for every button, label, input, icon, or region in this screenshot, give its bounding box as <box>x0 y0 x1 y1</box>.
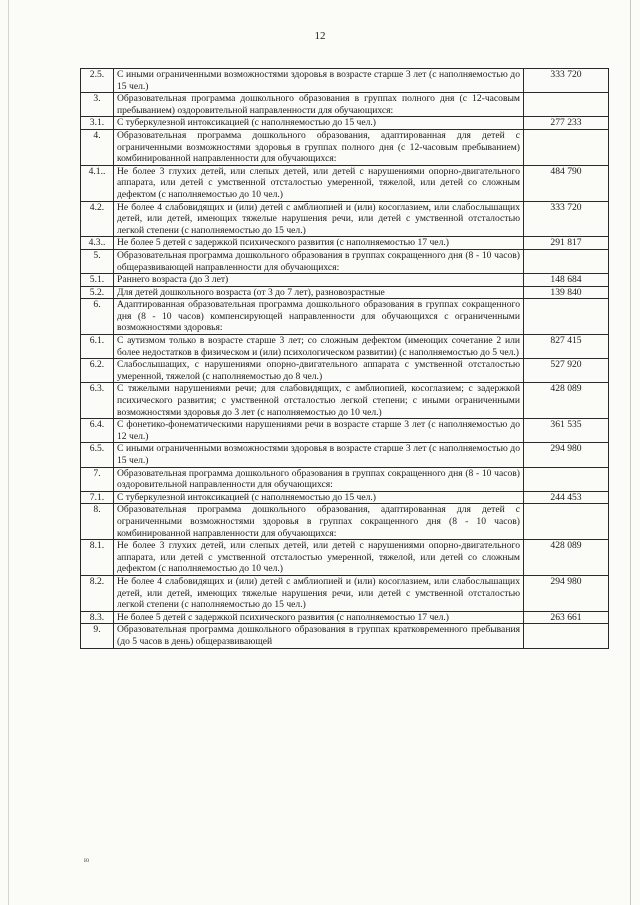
table-row <box>81 611 609 624</box>
row-amount: 244 453 <box>524 491 609 504</box>
table-row <box>81 249 609 273</box>
row-amount <box>524 504 609 540</box>
row-amount: 139 840 <box>524 286 609 299</box>
row-amount: 148 684 <box>524 274 609 287</box>
row-description: Образовательная программа дошкольного образования в группах сокращенного дня (8 - 10 часов) оздоровительной направленности для обучающихся: <box>114 467 524 491</box>
row-amount <box>524 624 609 648</box>
row-description: Образовательная программа дошкольного образования, адаптированная для детей с ограниченными возможностями здоровья в группах полного дня (с 12-часовым пребыванием) комбинированной направленности для обучающихся: <box>114 129 524 165</box>
row-number: 7.1. <box>81 491 114 504</box>
scan-edge <box>8 0 9 905</box>
row-amount: 294 980 <box>524 443 609 467</box>
row-description: Не более 5 детей с задержкой психического развития (с наполняемостью 17 чел.) <box>114 237 524 250</box>
row-amount: 333 720 <box>524 69 609 93</box>
row-number: 8.2. <box>81 575 114 611</box>
row-description: Слабослышащих, с нарушениями опорно-двигательного аппарата с умственной отсталостью умеренной, тяжелой (с наполняемостью до 8 чел.) <box>114 359 524 383</box>
row-number: 4.1.. <box>81 165 114 201</box>
row-description: Для детей дошкольного возраста (от 3 до 7 лет), разновозрастные <box>114 286 524 299</box>
row-number: 6.5. <box>81 443 114 467</box>
row-number: 6.1. <box>81 335 114 359</box>
row-number: 3. <box>81 93 114 117</box>
row-amount: 428 089 <box>524 383 609 419</box>
row-description: Раннего возраста (до 3 лет) <box>114 274 524 287</box>
row-description: С аутизмом только в возрасте старше 3 лет; со сложным дефектом (имеющих сочетание 2 или более недостатков в физическом и (или) психологическом развитии) (с наполняемостью до 5 чел.) <box>114 335 524 359</box>
row-number: 8. <box>81 504 114 540</box>
table-row <box>81 575 609 611</box>
table-row <box>81 491 609 504</box>
row-number: 9. <box>81 624 114 648</box>
row-number: 6.4. <box>81 419 114 443</box>
row-description: С туберкулезной интоксикацией (с наполняемостью до 15 чел.) <box>114 491 524 504</box>
table-row <box>81 383 609 419</box>
row-description: С иными ограниченными возможностями здоровья в возрасте старше 3 лет (с наполняемостью до 15 чел.) <box>114 443 524 467</box>
row-description: Не более 4 слабовидящих и (или) детей с амблиопией и (или) косоглазием, или слабослышащих детей, или детей, имеющих тяжелые нарушения речи, или детей с умственной отсталостью легкой степени (с наполняемостью до 15 чел.) <box>114 575 524 611</box>
row-amount: 333 720 <box>524 201 609 237</box>
row-amount: 294 980 <box>524 575 609 611</box>
row-number: 2.5. <box>81 69 114 93</box>
row-number: 8.3. <box>81 611 114 624</box>
table-row <box>81 93 609 117</box>
table-row <box>81 540 609 576</box>
table-row <box>81 286 609 299</box>
row-description: Образовательная программа дошкольного образования в группах сокращенного дня (8 - 10 часов) общеразвивающей направленности для обучающихся: <box>114 249 524 273</box>
row-description: Не более 4 слабовидящих и (или) детей с амблиопией и (или) косоглазием, или слабослышащих детей, или детей, имеющих тяжелые нарушения речи, или детей с умственной отсталостью легкой степени (с наполняемостью до 15 чел.) <box>114 201 524 237</box>
row-description: С тяжелыми нарушениями речи; для слабовидящих, с амблиопией, косоглазием; с задержкой психического развития; с умственной отсталостью легкой степени; с иными ограниченными возможностями здоровья до 3 лет (с наполняемостью до 10 чел.) <box>114 383 524 419</box>
table-row <box>81 129 609 165</box>
row-description: Образовательная программа дошкольного образования в группах кратковременного пребывания (до 5 часов в день) общеразвивающей <box>114 624 524 648</box>
table-row <box>81 165 609 201</box>
row-number: 5.2. <box>81 286 114 299</box>
row-description: С туберкулезной интоксикацией (с наполняемостью до 15 чел.) <box>114 117 524 130</box>
row-number: 6.2. <box>81 359 114 383</box>
row-amount <box>524 93 609 117</box>
table-row <box>81 299 609 335</box>
row-amount: 291 817 <box>524 237 609 250</box>
row-number: 8.1. <box>81 540 114 576</box>
table-row <box>81 69 609 93</box>
row-number: 4. <box>81 129 114 165</box>
row-description: С иными ограниченными возможностями здоровья в возрасте старше 3 лет (с наполняемостью до 15 чел.) <box>114 69 524 93</box>
row-amount: 263 661 <box>524 611 609 624</box>
row-description: Адаптированная образовательная программа дошкольного образования в группах сокращенного дня (8 - 10 часов) компенсирующей направленности для обучающихся с ограниченными возможностями здоровья: <box>114 299 524 335</box>
row-description: Не более 5 детей с задержкой психического развития (с наполняемостью 17 чел.) <box>114 611 524 624</box>
row-number: 4.3.. <box>81 237 114 250</box>
row-number: 7. <box>81 467 114 491</box>
row-amount: 428 089 <box>524 540 609 576</box>
table-row <box>81 443 609 467</box>
table-row <box>81 274 609 287</box>
row-amount <box>524 467 609 491</box>
row-description: Образовательная программа дошкольного образования, адаптированная для детей с ограниченными возможностями здоровья в группах сокращенного дня (8 - 10 часов) комбинированной направленности для обучающихся: <box>114 504 524 540</box>
table-row <box>81 201 609 237</box>
table-row <box>81 359 609 383</box>
row-number: 3.1. <box>81 117 114 130</box>
table-row <box>81 237 609 250</box>
table-row <box>81 504 609 540</box>
row-number: 5. <box>81 249 114 273</box>
table-row <box>81 335 609 359</box>
table-row <box>81 117 609 130</box>
page-number: 12 <box>314 30 326 42</box>
row-amount: 484 790 <box>524 165 609 201</box>
table-row <box>81 467 609 491</box>
row-amount: 527 920 <box>524 359 609 383</box>
row-amount <box>524 299 609 335</box>
row-amount <box>524 249 609 273</box>
table-body <box>81 69 609 649</box>
table-row <box>81 624 609 648</box>
row-number: 6.3. <box>81 383 114 419</box>
row-amount <box>524 129 609 165</box>
scan-edge <box>630 0 631 905</box>
row-description: Не более 3 глухих детей, или слепых детей, или детей с нарушениями опорно-двигательного аппарата, или детей с умственной отсталостью умеренной, тяжелой, или детей со сложным дефектом (с наполняемостью до 10 чел.) <box>114 540 524 576</box>
row-amount: 277 233 <box>524 117 609 130</box>
row-number: 6. <box>81 299 114 335</box>
funding-table <box>80 68 609 649</box>
row-amount: 827 415 <box>524 335 609 359</box>
row-description: Не более 3 глухих детей, или слепых детей, или детей с нарушениями опорно-двигательного аппарата, или детей с умственной отсталостью умеренной, тяжелой, или детей со сложным дефектом (с наполняемостью до 10 чел.) <box>114 165 524 201</box>
corner-mark: ю <box>84 856 90 864</box>
row-description: С фонетико-фонематическими нарушениями речи в возрасте старше 3 лет (с наполняемостью до 12 чел.) <box>114 419 524 443</box>
row-amount: 361 535 <box>524 419 609 443</box>
row-number: 4.2. <box>81 201 114 237</box>
row-number: 5.1. <box>81 274 114 287</box>
table-row <box>81 419 609 443</box>
row-description: Образовательная программа дошкольного образования в группах полного дня (с 12-часовым пребыванием) оздоровительной направленности для обучающихся: <box>114 93 524 117</box>
